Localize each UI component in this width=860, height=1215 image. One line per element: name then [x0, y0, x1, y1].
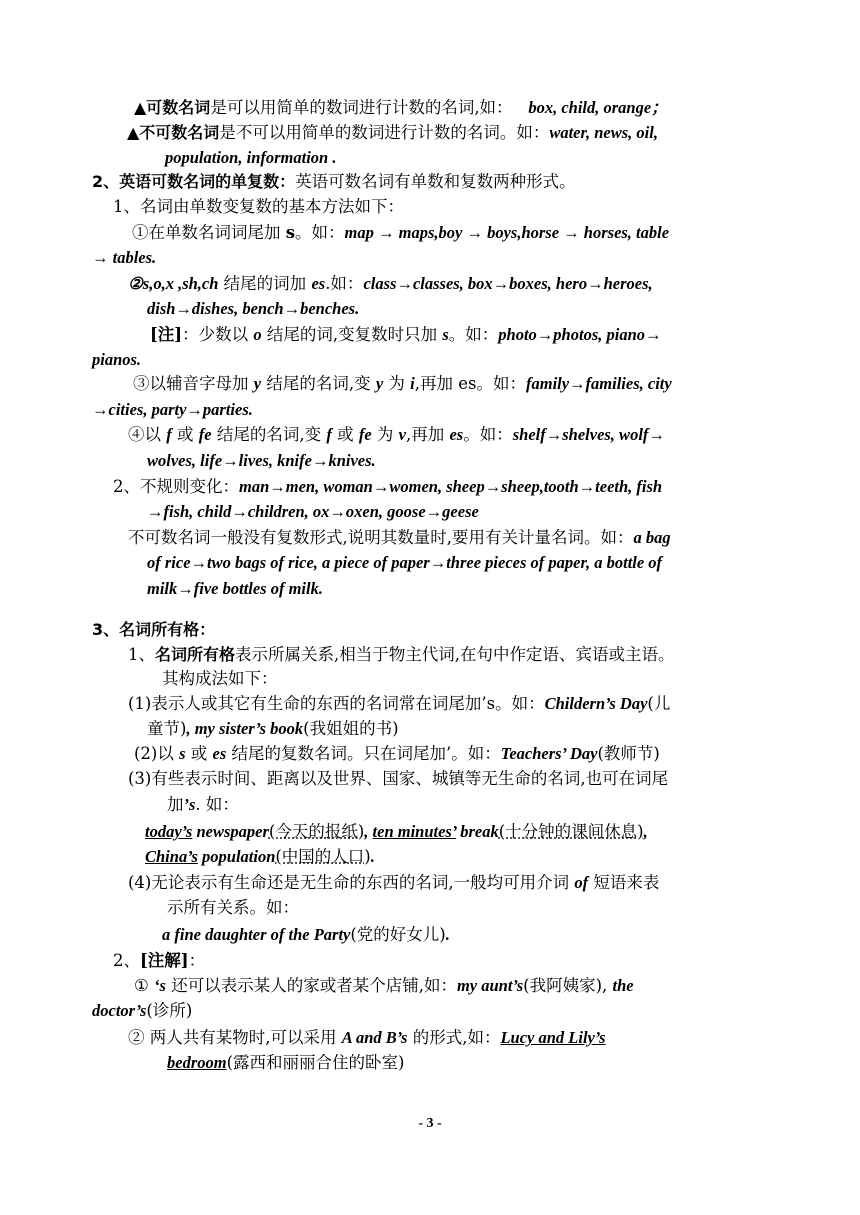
text-line: wolves, life→lives, knife→knives.	[147, 451, 376, 470]
text-line: pianos.	[92, 350, 142, 369]
text-line: →cities, party→parties.	[92, 400, 253, 419]
text-line: doctor’s(诊所)	[92, 1001, 193, 1020]
text-line: ▲可数名词是可以用简单的数词进行计数的名词,如： box, child, orange；	[134, 98, 668, 117]
text-line: 1、名词由单数变复数的基本方法如下：	[113, 197, 404, 216]
text-line: 1、名词所有格表示所属关系,相当于物主代词,在句中作定语、宾语或主语。	[128, 645, 675, 664]
text-line: 2、不规则变化：man→men, woman→women, sheep→sheep,tooth→teeth, fish	[113, 477, 663, 496]
text-line: 2、[注解]：	[113, 951, 206, 970]
text-line: 童节), my sister’s book(我姐姐的书)	[147, 719, 399, 738]
text-line: 其构成法如下：	[162, 669, 278, 688]
text-line: → tables.	[92, 248, 157, 267]
text-line: dish→dishes, bench→benches.	[147, 299, 360, 318]
text-line: ④以 f 或 fe 结尾的名词,变 f 或 fe 为 v,再加 es。如：shelf→shelves, wolf→	[128, 425, 665, 444]
text-line: 示所有关系。如：	[167, 898, 299, 917]
text-line: bedroom(露西和丽丽合住的卧室)	[167, 1053, 405, 1072]
text-line: a fine daughter of the Party(党的好女儿).	[162, 925, 450, 944]
text-line: ▲不可数名词是不可以用简单的数词进行计数的名词。如：water, news, oil,	[127, 123, 658, 142]
text-line: [注]：少数以 o 结尾的词,变复数时只加 s。如：photo→photos, piano→	[150, 325, 662, 344]
text-line: (2)以 s 或 es 结尾的复数名词。只在词尾加’。如：Teachers’ Day(教师节)	[134, 744, 660, 763]
text-line: (1)表示人或其它有生命的东西的名词常在词尾加’s。如：Childern’s Day(儿	[128, 694, 671, 713]
text-line: →fish, child→children, ox→oxen, goose→geese	[147, 502, 479, 521]
text-line: ②s,o,x ,sh,ch 结尾的词加 es.如：class→classes, box→boxes, hero→heroes,	[128, 274, 653, 293]
section-heading: 3、名词所有格：	[92, 620, 216, 639]
page-number: - 3 -	[418, 1116, 442, 1131]
text-line: population, information .	[165, 148, 337, 167]
text-line: ② 两人共有某物时,可以采用 A and B’s 的形式,如：Lucy and Lily’s	[128, 1028, 606, 1047]
text-line: of rice→two bags of rice, a piece of paper→three pieces of paper, a bottle of	[147, 553, 663, 572]
text-line: ③以辅音字母加 y 结尾的名词,变 y 为 i,再加 es。如：family→families, city	[133, 374, 672, 393]
text-line: 加’s. 如：	[167, 795, 239, 814]
text-line: ①在单数名词词尾加 s。如：map → maps,boy → boys,horse → horses, table	[132, 223, 670, 242]
text-line: milk→five bottles of milk.	[147, 579, 323, 598]
text-line: today’s newspaper(今天的报纸), ten minutes’ break(十分钟的课间休息),	[145, 822, 648, 841]
text-line: (4)无论表示有生命还是无生命的东西的名词,一般均可用介词 of 短语来表	[128, 873, 660, 892]
text-line: (3)有些表示时间、距离以及世界、国家、城镇等无生命的名词,也可在词尾	[128, 769, 669, 788]
text-line: China’s population(中国的人口).	[145, 847, 375, 866]
text-line: ① ‘s 还可以表示某人的家或者某个店铺,如：my aunt’s(我阿姨家), the	[134, 976, 634, 995]
text-line: 不可数名词一般没有复数形式,说明其数量时,要用有关计量名词。如：a bag	[128, 528, 671, 547]
section-heading: 2、英语可数名词的单复数：英语可数名词有单数和复数两种形式。	[92, 172, 576, 191]
